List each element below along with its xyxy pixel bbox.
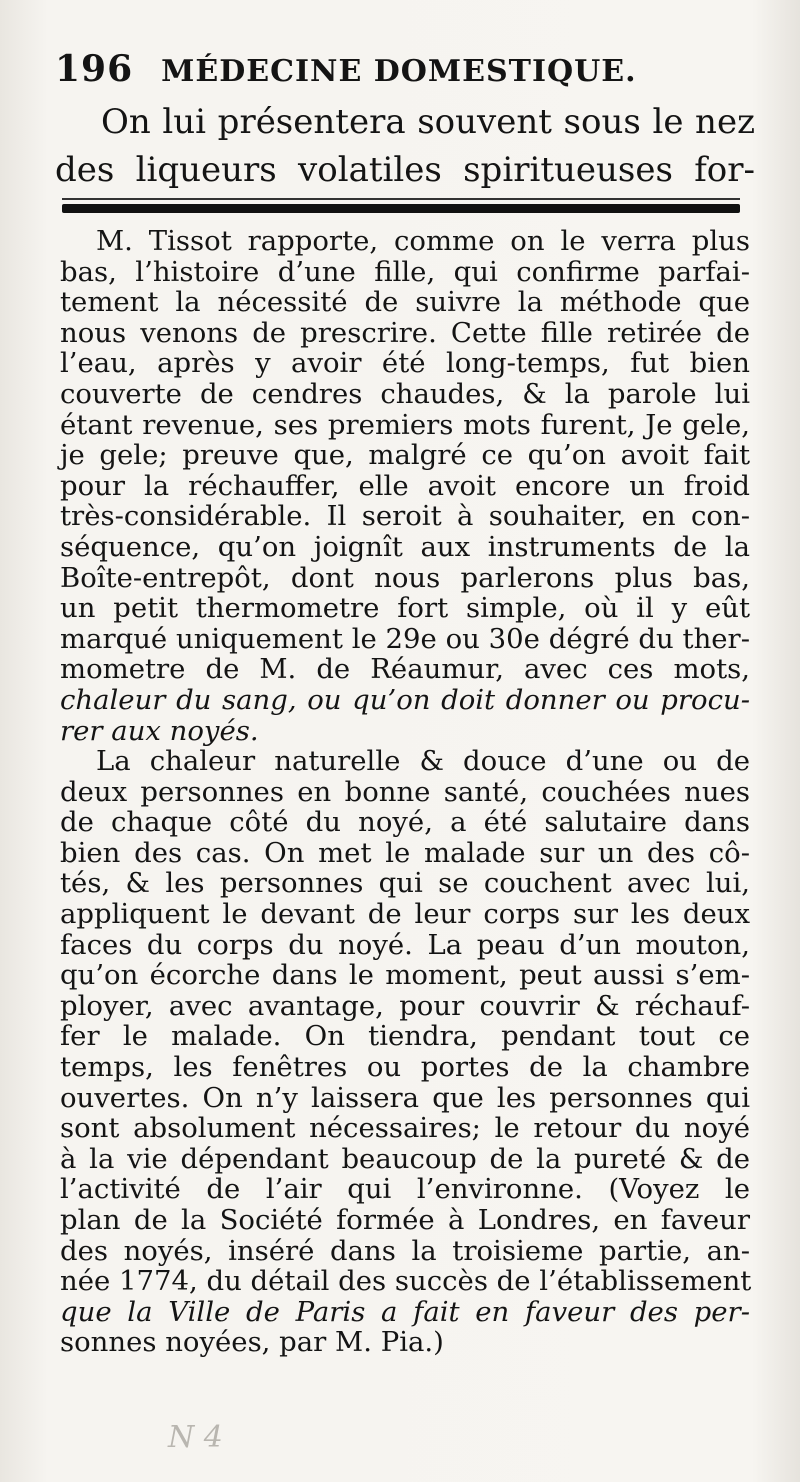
text-line: sonnes noyées, par M. Pia.) (60, 1326, 444, 1359)
text-line: fer le malade. On tiendra, pendant tout ce (60, 1020, 750, 1053)
text-line: bien des cas. On met le malade sur un des cô- (60, 836, 750, 869)
text-line: étant revenue, ses premiers mots furent, Je gele, (60, 408, 750, 441)
bleed-through-mark: N 4 (168, 1420, 223, 1455)
text-line: à la vie dépendant beaucoup de la pureté & de (60, 1142, 750, 1175)
text-line: tement la nécessité de suivre la méthode que (60, 286, 750, 319)
text-line: deux personnes en bonne santé, couchées nues (60, 775, 750, 808)
page-header (55, 48, 755, 98)
text-line: couverte de cendres chaudes, & la parole lui (60, 377, 750, 410)
text-line: séquence, qu’on joignît aux instruments de la (60, 530, 750, 563)
text-line: mometre de M. de Réaumur, avec ces mots, (60, 653, 750, 686)
text-line: chaleur du sang, ou qu’on doit donner ou procu- (60, 683, 750, 716)
text-line: M. Tissot rapporte, comme on le verra plus (96, 225, 750, 257)
text-line: ouvertes. On n’y laissera que les personnes qui (60, 1081, 750, 1114)
text-line: ployer, avec avantage, pour couvrir & réchauf- (60, 989, 750, 1022)
main-text-line: On lui présentera souvent sous le nez (101, 102, 755, 142)
text-line: nous venons de prescrire. Cette fille retirée de (60, 316, 750, 349)
text-line: faces du corps du noyé. La peau d’un mouton, (60, 928, 750, 961)
text-line: des noyés, inséré dans la troisieme partie, an- (60, 1234, 750, 1267)
section-rule (62, 204, 740, 213)
text-line: de chaque côté du noyé, a été salutaire dans (60, 806, 750, 839)
text-line: l’eau, après y avoir été long-temps, fut bien (60, 347, 750, 380)
text-line: appliquent le devant de leur corps sur les deux (60, 898, 750, 931)
text-line: rer aux noyés. (60, 714, 259, 747)
text-line: qu’on écorche dans le moment, peut aussi s’em- (60, 959, 750, 992)
running-title: MÉDECINE DOMESTIQUE. (161, 54, 637, 89)
text-line: très-considérable. Il seroit à souhaiter, en con- (60, 500, 750, 533)
footnote-text (60, 226, 750, 1358)
text-line: l’activité de l’air qui l’environne. (Voyez le (60, 1173, 750, 1206)
text-line: que la Ville de Paris a fait en faveur des per- (60, 1295, 750, 1328)
text-line: née 1774, du détail des succès de l’établissement (60, 1265, 752, 1298)
main-text-line: des liqueurs volatiles spiritueuses for- (55, 150, 755, 190)
text-line: La chaleur naturelle & douce d’une ou de (96, 745, 750, 778)
text-line: bas, l’histoire d’une fille, qui confirme parfai- (60, 255, 750, 288)
text-line: je gele; preuve que, malgré ce qu’on avoit fait (60, 439, 750, 472)
text-line: tés, & les personnes qui se couchent avec lui, (60, 867, 750, 900)
page-number: 196 (55, 48, 134, 90)
text-line: pour la réchauffer, elle avoit encore un froid (60, 469, 750, 502)
text-line: plan de la Société formée à Londres, en faveur (60, 1204, 750, 1236)
text-line: marqué uniquement le 29e ou 30e dégré du ther- (60, 622, 750, 655)
text-line: sont absolument nécessaires; le retour du noyé (60, 1112, 750, 1145)
text-line: un petit thermometre fort simple, où il y eût (60, 592, 750, 625)
text-line: Boîte-entrepôt, dont nous parlerons plus bas, (60, 561, 750, 594)
text-line: temps, les fenêtres ou portes de la chambre (60, 1051, 750, 1084)
